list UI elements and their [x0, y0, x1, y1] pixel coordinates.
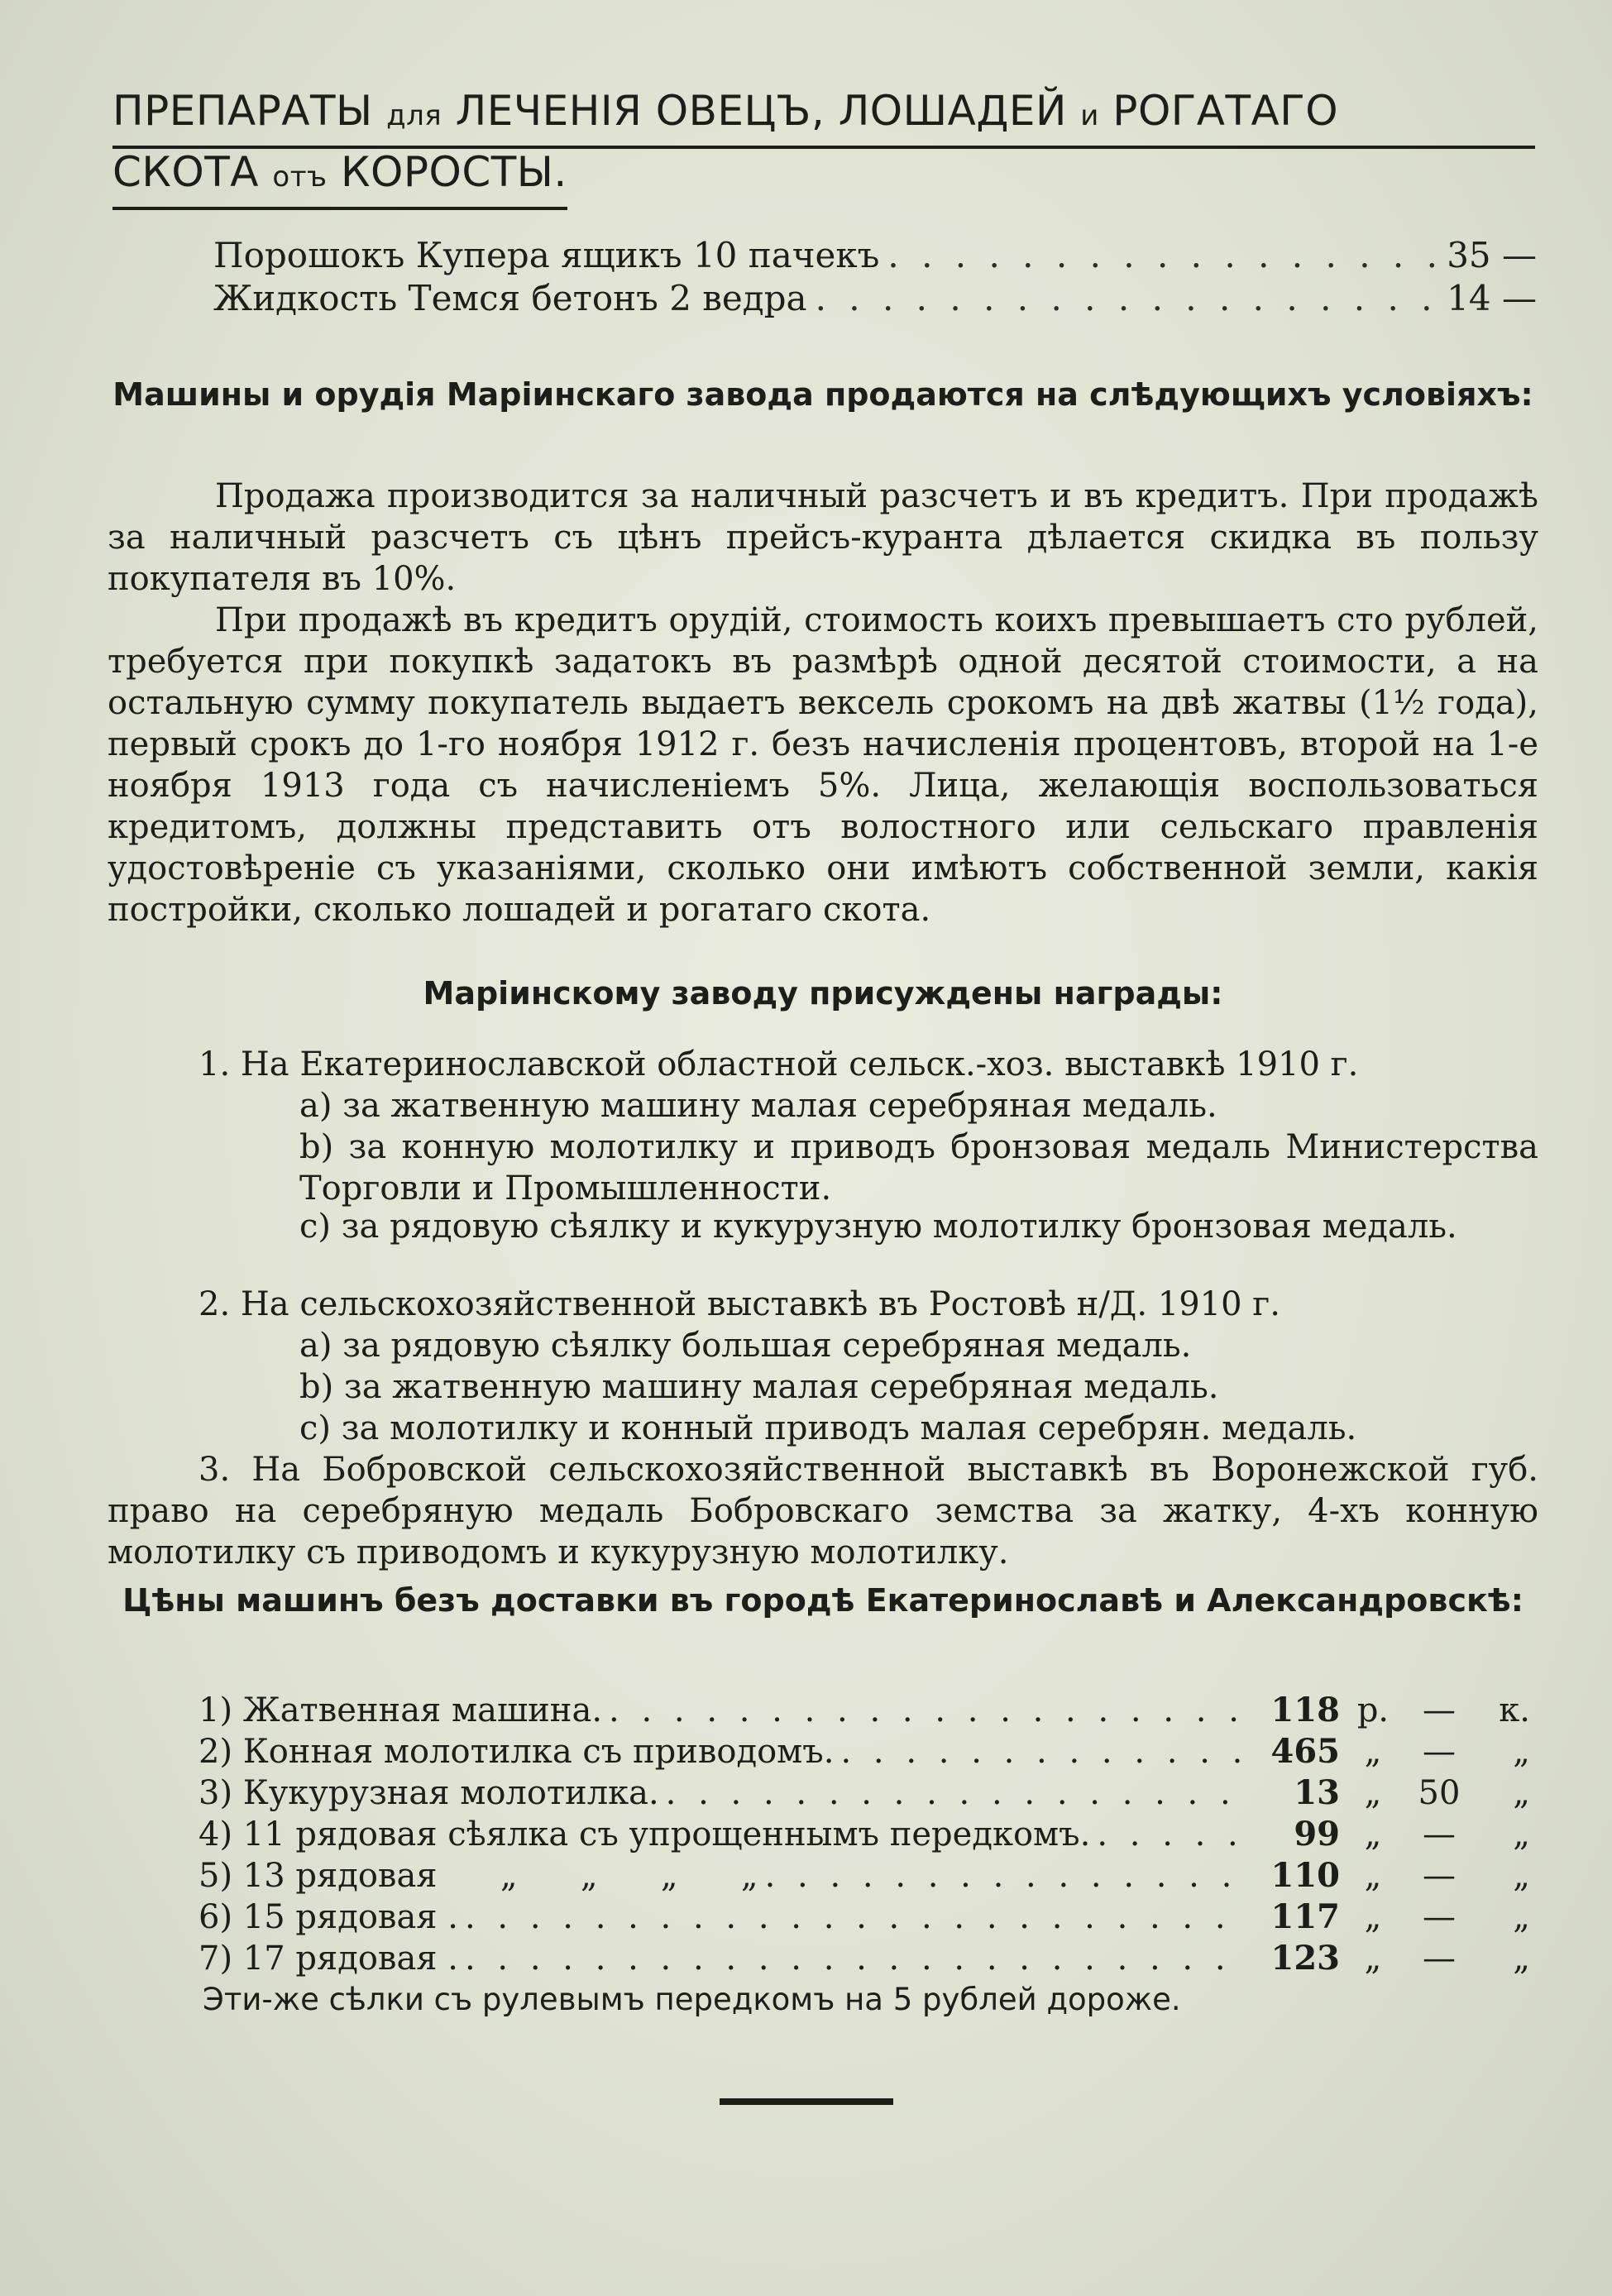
- award-item: a) за жатвенную машину малая серебряная медаль.: [299, 1087, 1217, 1125]
- price-rubles: 110: [1270, 1856, 1340, 1895]
- award-exhibition-1: 1. На Екатеринославской областной сельск.-хоз. выставкѣ 1910 г.: [199, 1045, 1359, 1083]
- price-kopecks: —: [1423, 1691, 1456, 1729]
- closing-rule: [720, 2098, 893, 2105]
- price-unit: „: [1513, 1733, 1530, 1771]
- price-rubles: 13: [1294, 1773, 1340, 1812]
- price-row: [199, 1690, 1530, 1731]
- heading-text: РОГАТАГО: [1112, 87, 1339, 135]
- leader-dots: [879, 234, 1447, 277]
- machine-name: 6) 15 рядовая .: [199, 1898, 458, 1936]
- price-kopecks: —: [1423, 1733, 1456, 1771]
- leader-dots: [834, 1731, 1249, 1772]
- price-rubles: 465: [1270, 1732, 1340, 1771]
- price-row: [199, 1772, 1530, 1814]
- price-note: Эти-же сѣлки съ рулевымъ передкомъ на 5 рублей дороже.: [203, 1982, 1181, 2017]
- leader-dots: [1090, 1814, 1249, 1855]
- heading-line-1: [112, 83, 1535, 149]
- price-unit: „: [1364, 1733, 1382, 1771]
- price-unit: „: [1513, 1774, 1530, 1812]
- price-kopecks: 50: [1418, 1774, 1461, 1812]
- price-unit: „: [1364, 1774, 1382, 1812]
- awards-title: Маріинскому заводу присуждены награды:: [423, 975, 1223, 1012]
- preparation-label: Порошокъ Купера ящикъ 10 пачекъ: [213, 235, 880, 275]
- leader-dots: [458, 1897, 1249, 1938]
- award-item: c) за молотилку и конный приводъ малая серебрян. медаль.: [299, 1409, 1357, 1447]
- award-item: c) за рядовую сѣялку и кукурузную молотилку бронзовая медаль.: [299, 1208, 1457, 1246]
- section-heading: [112, 83, 1538, 200]
- price-row: [199, 1938, 1530, 1979]
- leader-dots: [807, 277, 1447, 320]
- heading-line-2: [112, 144, 567, 210]
- machine-name: 1) Жатвенная машина.: [199, 1691, 603, 1729]
- price-rubles: 118: [1270, 1691, 1340, 1729]
- award-item: b) за жатвенную машину малая серебряная медаль.: [299, 1368, 1219, 1406]
- leader-dots: [758, 1855, 1249, 1897]
- price-kopecks: —: [1423, 1898, 1456, 1936]
- heading-small: и: [1080, 99, 1099, 132]
- preparation-price: 14 —: [1447, 278, 1537, 318]
- terms-title: Машины и орудія Маріинскаго завода продаются на слѣдующихъ условіяхъ:: [112, 376, 1533, 413]
- leader-dots: [602, 1690, 1249, 1731]
- machine-name: 2) Конная молотилка съ приводомъ.: [199, 1733, 835, 1771]
- price-unit: к.: [1499, 1691, 1530, 1729]
- price-kopecks: —: [1423, 1857, 1456, 1895]
- price-kopecks: —: [1423, 1815, 1456, 1854]
- price-rubles: 117: [1270, 1897, 1340, 1936]
- price-unit: „: [1364, 1940, 1382, 1978]
- price-unit: „: [1513, 1857, 1530, 1895]
- price-unit: „: [1364, 1857, 1382, 1895]
- price-unit: „: [1364, 1815, 1382, 1854]
- award-exhibition-2: 2. На сельскохозяйственной выставкѣ въ Ростовѣ н/Д. 1910 г.: [199, 1285, 1280, 1323]
- price-row: [199, 1814, 1530, 1855]
- heading-text: ЛЕЧЕНІЯ ОВЕЦЪ, ЛОШАДЕЙ: [455, 87, 1067, 135]
- machine-name: 5) 13 рядовая „ „ „ „: [199, 1857, 758, 1895]
- machine-name: 7) 17 рядовая .: [199, 1940, 458, 1978]
- machine-name: 4) 11 рядовая сѣялка съ упрощеннымъ передкомъ.: [199, 1815, 1091, 1854]
- price-row: [199, 1897, 1530, 1938]
- prices-title: Цѣны машинъ безъ доставки въ городѣ Екатеринославѣ и Александровскѣ:: [122, 1582, 1524, 1619]
- terms-paragraph-1: [108, 476, 1538, 600]
- price-unit: „: [1513, 1815, 1530, 1854]
- leader-dots: [659, 1772, 1249, 1814]
- price-rubles: 99: [1294, 1815, 1340, 1854]
- heading-text: СКОТА: [112, 148, 260, 196]
- price-row: [199, 1855, 1530, 1897]
- award-item: a) за рядовую сѣялку большая серебряная медаль.: [299, 1327, 1192, 1365]
- heading-text: ПРЕПАРАТЫ: [112, 87, 373, 135]
- price-unit: „: [1364, 1898, 1382, 1936]
- heading-small: для: [386, 99, 442, 132]
- heading-small: отъ: [272, 160, 328, 194]
- preparation-row: [213, 234, 1537, 277]
- preparation-price: 35 —: [1447, 235, 1537, 275]
- leader-dots: [458, 1938, 1249, 1979]
- preparation-row: [213, 277, 1537, 320]
- price-unit: „: [1513, 1940, 1530, 1978]
- price-rubles: 123: [1270, 1939, 1340, 1978]
- price-unit: р.: [1356, 1691, 1390, 1729]
- award-item: b) за конную молотилку и приводъ бронзовая медаль Министерства Торговли и Промышленности.: [299, 1128, 1538, 1208]
- heading-text: КОРОСТЫ.: [340, 148, 567, 196]
- preparation-label: Жидкость Темся бетонъ 2 ведра: [213, 278, 807, 318]
- award-exhibition-3: 3. На Бобровской сельскохозяйственной выставкѣ въ Воронежской губ. право на серебряную медаль Бобровскаго земства за жатку, 4-хъ конную молотилку съ приводомъ и кукурузную молотилку.: [108, 1451, 1538, 1571]
- paragraph-text: При продажѣ въ кредитъ орудій, стоимость коихъ превышаетъ сто рублей, требуется при покупкѣ задатокъ въ размѣрѣ одной десятой стоимости, а на остальную сумму покупатель выдаетъ вексель срокомъ на двѣ жатвы (1½ года), первый срокъ до 1-го ноября 1912 г. безъ начисленія процентовъ, второй на 1-е ноября 1913 года съ начисленіемъ 5%. Лица, желающія воспользоваться кредитомъ, должны представить отъ волостного или сельскаго правленія удостовѣреніе съ указаніями, сколько они имѣютъ собственной земли, какія постройки, сколько лошадей и рогатаго скота.: [108, 601, 1538, 929]
- machine-name: 3) Кукурузная молотилка.: [199, 1774, 659, 1812]
- paragraph-text: Продажа производится за наличный разсчетъ и въ кредитъ. При продажѣ за наличный разсчетъ съ цѣнъ прейсъ-куранта дѣлается скидка въ пользу покупателя въ 10%.: [108, 477, 1538, 598]
- price-unit: „: [1513, 1898, 1530, 1936]
- price-kopecks: —: [1423, 1940, 1456, 1978]
- price-row: [199, 1731, 1530, 1772]
- terms-paragraph-2: [108, 600, 1538, 930]
